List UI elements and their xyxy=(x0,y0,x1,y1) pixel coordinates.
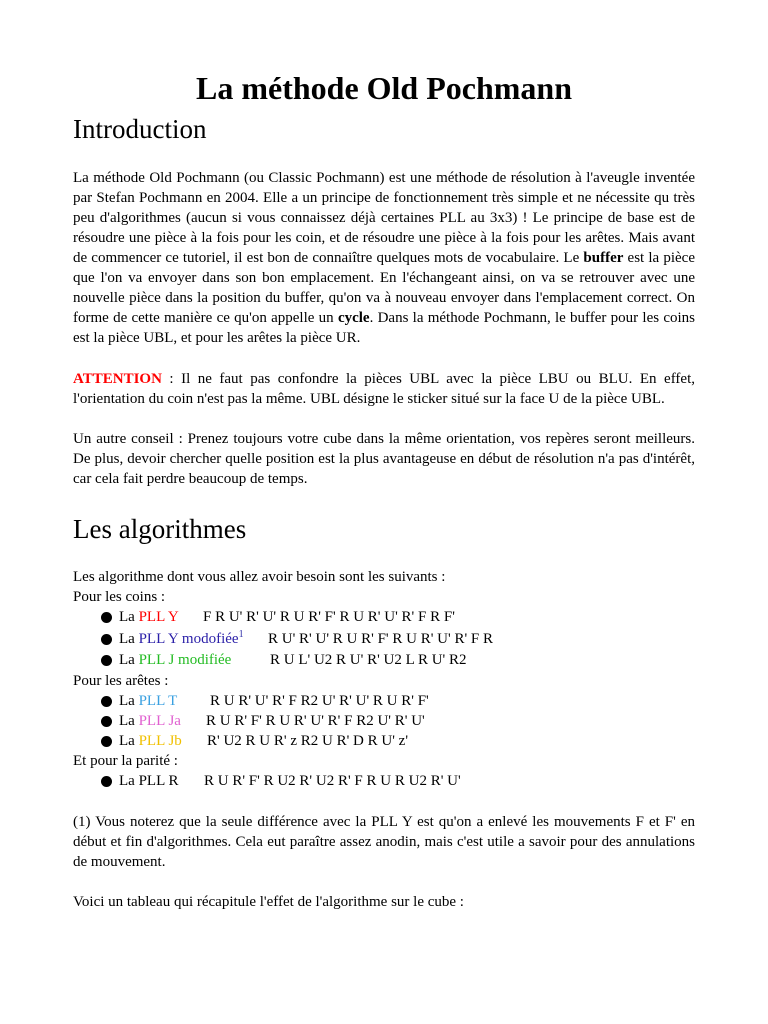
page-title: La méthode Old Pochmann xyxy=(195,70,573,106)
bullet xyxy=(101,655,112,666)
heading-introduction: Introduction xyxy=(73,114,207,144)
corners-label: Pour les coins : xyxy=(73,589,166,605)
footnote-paragraph: (1) Vous noterez que la seule différence avec la PLL Y est qu'on a enlevé les mouvements F et F' en début et fin d'algorithmes. Cela eut paraître assez anodin, mais c'est utile a savoir pour des annulations de mouvement. xyxy=(73,814,695,870)
algorithm-moves: R U R' F' R U R' U' R' F R2 U' R' U' xyxy=(206,713,425,729)
algorithm-moves: R U L' U2 R U' R' U2 L R U' R2 xyxy=(270,652,467,668)
item-prefix: La xyxy=(119,631,139,647)
item-prefix: La xyxy=(119,773,139,789)
list-item xyxy=(119,629,244,649)
list-item xyxy=(119,607,179,627)
item-prefix: La xyxy=(119,713,139,729)
tip-paragraph: Un autre conseil : Prenez toujours votre cube dans la même orientation, vos repères seront meilleurs. De plus, devoir chercher quelle position est la plus avantageuse en début de résolution n'a pas d'intérêt, car cela fait perdre beaucoup de temps. xyxy=(73,431,695,487)
pll-name: PLL J modifiée xyxy=(138,652,232,668)
algorithm-moves: R U R' F' R U2 R' U2 R' F R U R U2 R' U' xyxy=(204,773,461,789)
bullet xyxy=(101,696,112,707)
edges-label: Pour les arêtes : xyxy=(73,673,169,689)
pll-name: PLL Y modofiée xyxy=(138,631,239,647)
intro-paragraph xyxy=(73,168,695,348)
term-buffer: buffer xyxy=(583,250,624,266)
attention-text: : Il ne faut pas confondre la pièces UBL avec la pièce LBU ou BLU. En effet, l'orientation du coin n'est pas la même. UBL désigne le sticker situé sur la face U de la pièce UBL. xyxy=(73,371,695,407)
item-prefix: La xyxy=(119,652,139,668)
parity-label: Et pour la parité : xyxy=(73,753,178,769)
pll-name: PLL Y xyxy=(138,609,179,625)
footnote-marker: 1 xyxy=(238,629,244,640)
item-prefix: La xyxy=(119,693,139,709)
list-item xyxy=(119,650,231,670)
algorithm-moves: R U R' U' R' F R2 U' R' U' R U R' F' xyxy=(210,693,429,709)
table-intro-line: Voici un tableau qui récapitule l'effet de l'algorithme sur le cube : xyxy=(73,894,464,910)
list-item xyxy=(119,771,178,791)
bullet xyxy=(101,776,112,787)
pll-name: PLL T xyxy=(138,693,178,709)
algorithm-moves: R U' R' U' R U R' F' R U R' U' R' F R xyxy=(268,631,494,647)
bullet xyxy=(101,716,112,727)
bullet xyxy=(101,634,112,645)
item-prefix: La xyxy=(119,609,139,625)
intro-text-b: est la pièce que l'on va envoyer dans son bon emplacement. En l'échangeant ainsi, on va se retrouver avec une nouvelle pièce dans la position du buffer, qu'on va à nouveau envoyer dans l'emplacement correct. On forme de cette manière ce qu'on appelle un xyxy=(73,250,695,326)
list-item xyxy=(119,691,177,711)
bullet xyxy=(101,612,112,623)
list-item xyxy=(119,711,181,731)
algorithm-moves: R' U2 R U R' z R2 U R' D R U' z' xyxy=(207,733,409,749)
pll-name: PLL Jb xyxy=(138,733,182,749)
intro-text-a: La méthode Old Pochmann (ou Classic Pochmann) est une méthode de résolution à l'aveugle inventée par Stefan Pochmann en 2004. Elle a un principe de fonctionnement très simple et ne nécessite qu très peu d'algorithmes (aucun si vous connaissez déjà certaines PLL au 3x3) ! Le principe de base est de résoudre une pièce à la fois pour les coin, et de résoudre une pièce à la fois pour les arêtes. Mais avant de commencer ce tutoriel, il est bon de connaiître quelques mots de vocabulaire. Le xyxy=(73,170,695,266)
term-cycle: cycle xyxy=(337,310,370,326)
algos-intro-line: Les algorithme dont vous allez avoir besoin sont les suivants : xyxy=(73,569,446,585)
bullet xyxy=(101,736,112,747)
intro-text-c: . Dans la méthode Pochmann, le buffer pour les coins est la pièce UBL, et pour les arêtes la pièce UR. xyxy=(73,310,695,346)
pll-name: PLL R xyxy=(138,773,179,789)
pll-name: PLL Ja xyxy=(138,713,181,729)
list-item xyxy=(119,731,182,751)
item-prefix: La xyxy=(119,733,139,749)
algorithm-moves: F R U' R' U' R U R' F' R U R' U' R' F R F' xyxy=(203,609,455,625)
attention-paragraph xyxy=(73,369,695,409)
attention-label: ATTENTION xyxy=(73,371,162,387)
heading-algorithmes: Les algorithmes xyxy=(73,514,247,544)
